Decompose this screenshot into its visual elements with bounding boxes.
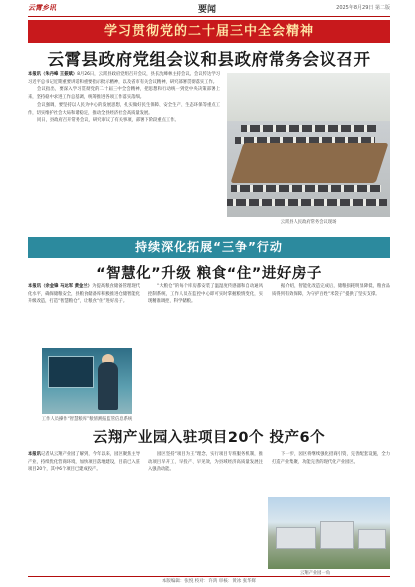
park-photo-caption: 云翔产业园一角: [300, 571, 331, 576]
footer-credits: 本版编辑：张悦 校对：许鸿 审核：黄冰 张华辉: [161, 579, 257, 584]
article2-col2: [148, 283, 263, 306]
meeting-photo: [227, 73, 390, 217]
article3-p2: 园区坚持“项目为王”理念，实行项目专班服务机制，推动项目早开工、早投产、早见效，为县域经济高质量发展注入强劲动能。: [148, 452, 263, 473]
article3-col2: [148, 451, 263, 474]
meeting-photo-caption: 云霄县人民政府常务会议现场: [280, 220, 337, 225]
article3-p3: 下一步，园区将继续强化招商引资，完善配套设施，全力打造产业集聚、功能完善的现代化产业园区。: [272, 452, 390, 465]
article2-p1: 为提高粮食储备管理现代化水平，确保储粮安全，县粮食储备库积极推进仓储智能化升级改造，打造“智慧粮仓”，让粮食“住”进好房子。: [28, 284, 140, 305]
banner-mid: 持续深化拓展“三争”行动: [135, 240, 283, 254]
article2-col1: [28, 283, 140, 306]
masthead-brand: 云霄乡讯: [28, 3, 56, 12]
article1-p4: 同日，县政府召开常务会议，研究审议了有关事项，部署下阶段重点工作。: [37, 118, 179, 124]
article3-col3: [272, 451, 390, 466]
article2-p2: “大粮仓”的每个库房都安装了温湿度传感器和自动通风控制系统，工作人员在监控中心即可实时掌握粮情变化，实现精准调控、科学储粮。: [148, 284, 263, 305]
article3-col1: [28, 451, 140, 474]
article2-p3: 据介绍，智能化改造完成后，储粮损耗明显降低，粮食品质得到有效保障，为守护百姓“米袋子”提供了坚实支撑。: [272, 284, 390, 297]
article1-p1: 8月26日，云霄县政府党组召开会议，县长沈峰林主持会议。会议传达学习习近平总书记近期重要讲话和重要指示批示精神，以及省市有关会议精神，研究部署贯彻落实工作。: [28, 72, 220, 85]
worker-photo-caption: 工作人员操作“智慧粮库”粮情测报监管信息系统: [41, 417, 133, 422]
masthead-rule: [28, 16, 390, 17]
footer-rule: [28, 576, 390, 577]
masthead: [28, 3, 390, 15]
article1-lead: 本报讯（朱丹峰 王振斌）: [28, 72, 78, 77]
worker-photo: [42, 348, 132, 414]
article1-headline: 云霄县政府党组会议和县政府常务会议召开: [47, 50, 371, 69]
article1-p2: 会议指出，要深入学习贯彻党的二十届三中全会精神，把思想和行动统一到党中央决策部署上来，坚持稳中求进工作总基调，统筹推进各项工作落实落细。: [28, 87, 220, 101]
article1-paragraph: [28, 71, 220, 86]
article2-lead: 本报讯（余金锋 马达军 黄金兰）: [28, 284, 93, 289]
banner-top: 学习贯彻党的二十届三中全会精神: [28, 20, 390, 43]
article1-p3: 会议强调，要坚持以人民为中心的发展思想，扎实做好民生保障、安全生产、生态环保等重点工作，切实维护社会大局和谐稳定，推动全县经济社会高质量发展。: [28, 102, 220, 116]
park-photo: [268, 497, 390, 569]
article3-headline: 云翔产业园入驻项目20个 投产6个: [92, 430, 326, 446]
masthead-date: 2025年8月29日 第二版: [336, 5, 390, 11]
masthead-section: 要闻: [198, 5, 217, 15]
article1-body: [28, 71, 220, 125]
article3-p1: 记者从云翔产业园了解到，今年以来，园区聚焦主导产业，持续优化营商环境，加快项目落地建设，目前已入驻项目20个，其中6个项目已建成投产。: [28, 452, 141, 473]
article2-headline: “智慧化”升级 粮食“住”进好房子: [96, 266, 322, 282]
article3-lead: 本报讯: [28, 452, 41, 457]
article2-col3: [272, 283, 390, 298]
